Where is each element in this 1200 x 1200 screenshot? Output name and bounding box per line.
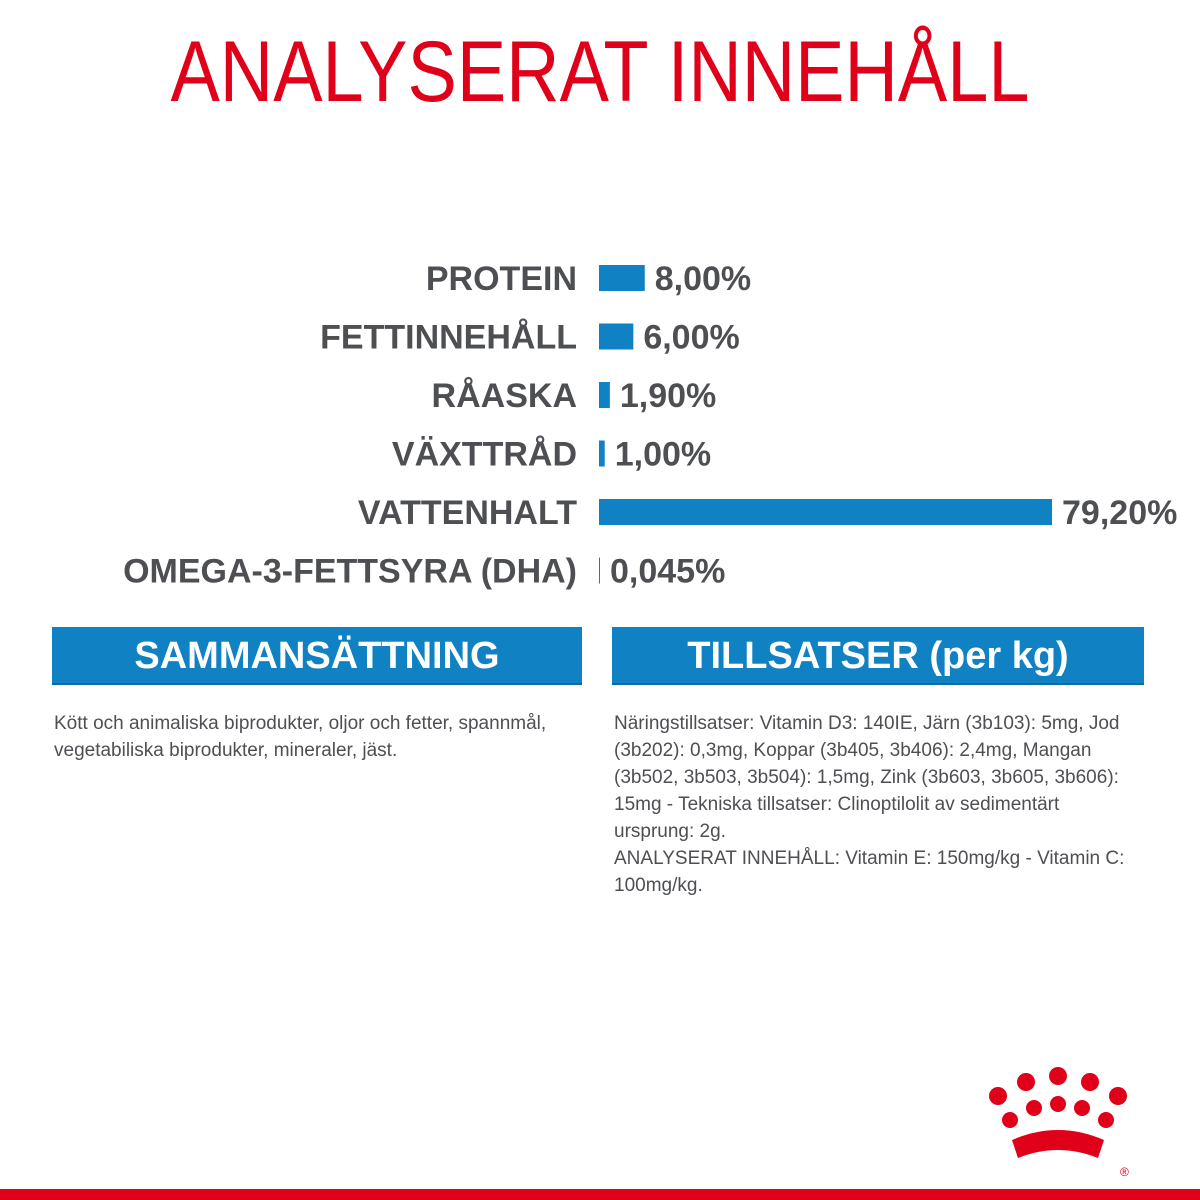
page-title: ANALYSERAT INNEHÅLL bbox=[170, 24, 1030, 120]
bar bbox=[599, 499, 1052, 525]
category-label: RÅASKA bbox=[431, 377, 577, 415]
value-label: 1,90% bbox=[619, 377, 717, 415]
value-label: 8,00% bbox=[654, 260, 752, 298]
category-label: FETTINNEHÅLL bbox=[320, 318, 577, 357]
category-label: VÄXTTRÅD bbox=[391, 435, 577, 474]
category-label: PROTEIN bbox=[425, 260, 577, 298]
bar bbox=[599, 382, 610, 408]
bar bbox=[599, 265, 645, 291]
composition-header: SAMMANSÄTTNING bbox=[52, 627, 582, 685]
additives-text bbox=[614, 710, 1144, 899]
value-label: 79,20% bbox=[1062, 494, 1178, 532]
category-label: VATTENHALT bbox=[357, 494, 577, 532]
composition-text: Kött och animaliska biprodukter, oljor och fetter, spannmål, vegetabiliska biprodukter, mineraler, jäst. bbox=[54, 713, 547, 761]
value-label: 6,00% bbox=[643, 318, 740, 357]
crown-icon bbox=[982, 1062, 1134, 1180]
category-label: OMEGA-3-FETTSYRA (DHA) bbox=[123, 552, 577, 591]
additives-header: TILLSATSER (per kg) bbox=[612, 627, 1144, 685]
value-label: 0,045% bbox=[610, 552, 726, 591]
bar bbox=[599, 558, 600, 584]
bar bbox=[599, 441, 605, 467]
nutrient-bar-chart bbox=[0, 240, 1200, 600]
value-label: 1,00% bbox=[614, 435, 712, 474]
additives-text-analysed: ANALYSERAT INNEHÅLL: Vitamin E: 150mg/kg - Vitamin C: 100mg/kg. bbox=[614, 848, 1125, 896]
additives-text-nutritional: Näringstillsatser: Vitamin D3: 140IE, Järn (3b103): 5mg, Jod (3b202): 0,3mg, Koppar (3b405, 3b406): 2,4mg, Mangan (3b502, 3b503, 3b504): 1,5mg, Zink (3b603, 3b605, 3b606): 15mg - Tekniska tillsatser: Clinoptilolit av sedimentärt ursprung: 2g. bbox=[614, 713, 1120, 842]
bottom-stripe bbox=[0, 1189, 1200, 1200]
bar bbox=[599, 324, 633, 350]
registered-mark: ® bbox=[1120, 1165, 1129, 1179]
